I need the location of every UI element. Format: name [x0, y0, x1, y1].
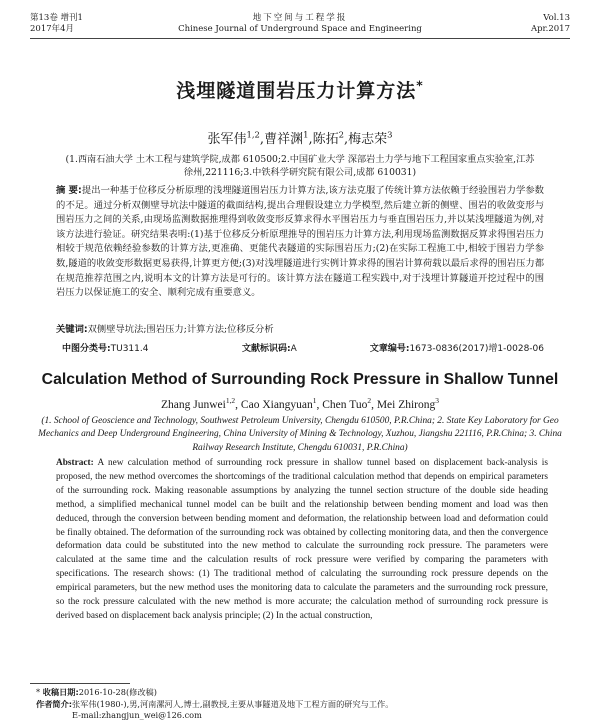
author-en-1-sup: 1,2: [225, 396, 236, 406]
author-en-3: [322, 396, 372, 411]
author-cn-1-name: 张军伟: [207, 132, 247, 147]
footnote-author: [36, 699, 570, 711]
header-date-cn: 2017年4月: [30, 24, 75, 34]
document-code: [242, 341, 297, 354]
header-right: [531, 13, 570, 35]
title-en: Calculation Method of Surrounding Rock Pressure in Shallow Tunnel: [41, 371, 559, 388]
affiliations-en: (1. School of Geoscience and Technology, Southwest Petroleum University, Chengdu 610500, P.R.China; 2. State Key Laboratory for Geo Mechanics and Deep Underground Engineering, China University of Mining & Technology, Xuzhou, Jiangshu 221116, P.R.China; 3. China Railway Research Institute, Chengdu 610031, P.R.China): [38, 416, 562, 453]
affiliations-cn: (1.西南石油大学 土木工程与建筑学院,成都 610500;2.中国矿业大学 深部岩土力学与地下工程国家重点实验室,江苏 徐州,221116;3.中铁科学研究院有限公司,成都 610031): [65, 154, 535, 178]
authors-en: Zhang Junwei$^{1,2}$, Cao Xiangyuan$^1$, Chen Tuo$^2$, Mei Zhirong$^3$: [160, 396, 439, 411]
journal-header: [30, 12, 570, 39]
keywords-cn-label: 关键词:: [56, 324, 88, 335]
author-cn-3-sup: 2: [338, 129, 344, 140]
abstract-en-label: Abstract:: [56, 458, 94, 468]
journal-name-cn: 地下空间与工程学报: [252, 13, 348, 23]
article-number: [370, 341, 544, 354]
keywords-cn-text: 双侧壁导坑法;围岩压力;计算方法;位移反分析: [87, 324, 274, 335]
author-en-4-name: Mei Zhirong: [376, 399, 436, 411]
document-code-label: 文献标识码:: [242, 344, 291, 354]
author-cn-2-name: 曹祥渊: [264, 132, 304, 147]
header-volume: 第13卷 增刊1: [30, 13, 83, 23]
author-cn-1-sup: 1,2: [246, 129, 260, 140]
author-info-value: 张军伟(1980-),男,河南漯河人,博士,副教授,主要从事隧道及地下工程方面的研究与工作。: [72, 698, 394, 709]
abstract-cn-text: 提出一种基于位移反分析原理的浅埋隧道围岩压力计算方法,该方法克服了传统计算方法依赖于经验围岩力学参数的不足。通过分析双侧壁导坑法中隧道的截面结构,提出合理假设建立力学模型,然后建立新的侧壁、围岩的收敛变形与围岩压力之间的关系,由现场监测数据推理得到收敛变形反算求得水平围岩压力与垂直围岩压力,并以某浅埋隧道为例,对该方法进行验证。研究结果表明:(1)基于位移反分析原理推导的围岩压力计算方法,利用现场监测数据反算求得围岩压力相较于规范依赖经验参数的计算方法,更准确、更能代表隧道的实际围岩压力;(2)在实际工程施工中,相较于围岩力学参数,隧道的收敛变形数据更易获得,计算更方便;(3)对浅埋隧道进行实例计算求得的围岩计算荷载以最后求得的围岩压力都在规范推荐范围之内,说明本文的计算方法是可行的。该计算方法在隧道工程实践中,对于浅埋计算隧道开挖过程中的围岩压力以保证施工的安全、顺利完成有重要意义。: [56, 185, 544, 299]
author-en-4-sup: 3: [435, 396, 439, 406]
footnotes: [36, 687, 570, 722]
keywords-cn: [56, 321, 544, 335]
author-cn-3: [312, 129, 344, 147]
classification-row: [56, 341, 544, 355]
authors-cn: 张军伟$^{1,2}$,曹祥渊$^1$,陈拓$^2$,梅志荣$^3$: [207, 129, 393, 147]
class-number-value: TU311.4: [110, 344, 149, 354]
received-label: 收稿日期:: [42, 687, 79, 697]
abstract-cn: [56, 184, 544, 301]
author-en-3-sup: 2: [367, 396, 372, 406]
author-cn-2: [264, 129, 309, 147]
title-cn-mark: *: [416, 78, 424, 93]
class-number-label: 中图分类号:: [62, 344, 111, 354]
abstract-cn-label: 摘 要:: [56, 185, 82, 196]
author-en-2: [240, 396, 317, 411]
author-en-1: [160, 396, 236, 411]
author-en-2-name: Cao Xiangyuan: [240, 399, 313, 411]
document-code-value: A: [290, 344, 297, 354]
title-cn: [0, 76, 600, 103]
author-cn-4-name: 梅志荣: [348, 132, 388, 147]
footnote-email: E-mail:zhangjun_wei@126.com: [72, 710, 202, 721]
footnote-received: * 收稿日期:2016-10-28(修改稿): [36, 687, 157, 697]
author-cn-2-sup: 1: [303, 129, 309, 140]
author-cn-4-sup: 3: [387, 129, 393, 140]
title-cn-text: 浅埋隧道围岩压力计算方法: [176, 80, 417, 102]
author-cn-4: [348, 129, 393, 147]
header-date-en: Apr.2017: [530, 24, 570, 34]
header-center: [30, 13, 570, 35]
received-value: 2016-10-28(修改稿): [78, 687, 157, 697]
author-cn-1: [207, 129, 260, 147]
author-en-1-name: Zhang Junwei: [160, 399, 226, 411]
author-en-4: [376, 396, 439, 411]
journal-name-en: Chinese Journal of Underground Space and Engineering: [178, 24, 422, 34]
article-number-value: 1673-0836(2017)增1-0028-06: [409, 344, 544, 354]
footnote-divider: [30, 683, 130, 684]
author-en-3-name: Chen Tuo: [322, 399, 368, 411]
article-number-label: 文章编号:: [369, 344, 410, 354]
author-en-2-sup: 1: [312, 396, 317, 406]
author-info-label: 作者简介:: [36, 698, 73, 709]
author-cn-3-name: 陈拓: [312, 132, 339, 147]
abstract-en: [56, 457, 548, 624]
class-number: [62, 341, 148, 354]
header-vol-en: Vol.13: [543, 13, 570, 23]
abstract-en-text: A new calculation method of surrounding rock pressure in shallow tunnel based on displacement back-analysis is proposed, the new method overcomes the shortcomings of the traditional calculation method that depends on empirical parameters of the surrounding rock. Making reasonable assumptions by analyzing the tunnel section structure of the double side heading method, a simplified mechanical tunnel model can be built and the relationship between bending moment and load was then deduced, through the conversion between bending moment and deformation, the relationship between load and deformation could be finally obtained. The deformation of the surrounding rock was obtained by collecting monitoring data, and then the convergence deformation data could be substituted into the new method to calculate the surrounding rock pressure. The parameters were calculated at the same time and the calculation results of rock pressure were verified by comparing the parameters with specifications. The research shows: (1) The traditional method of calculating the surrounding rock pressure depends on the empirical parameters, but the new method uses the monitoring data to calculate the parameters and the surrounding rock pressure, so the rock pressure calculated with the new method is more accurate; the calculation method of surrounding rock pressure is derived based on displacement back analysis principle; (2) In the actual construction,: [56, 458, 548, 621]
